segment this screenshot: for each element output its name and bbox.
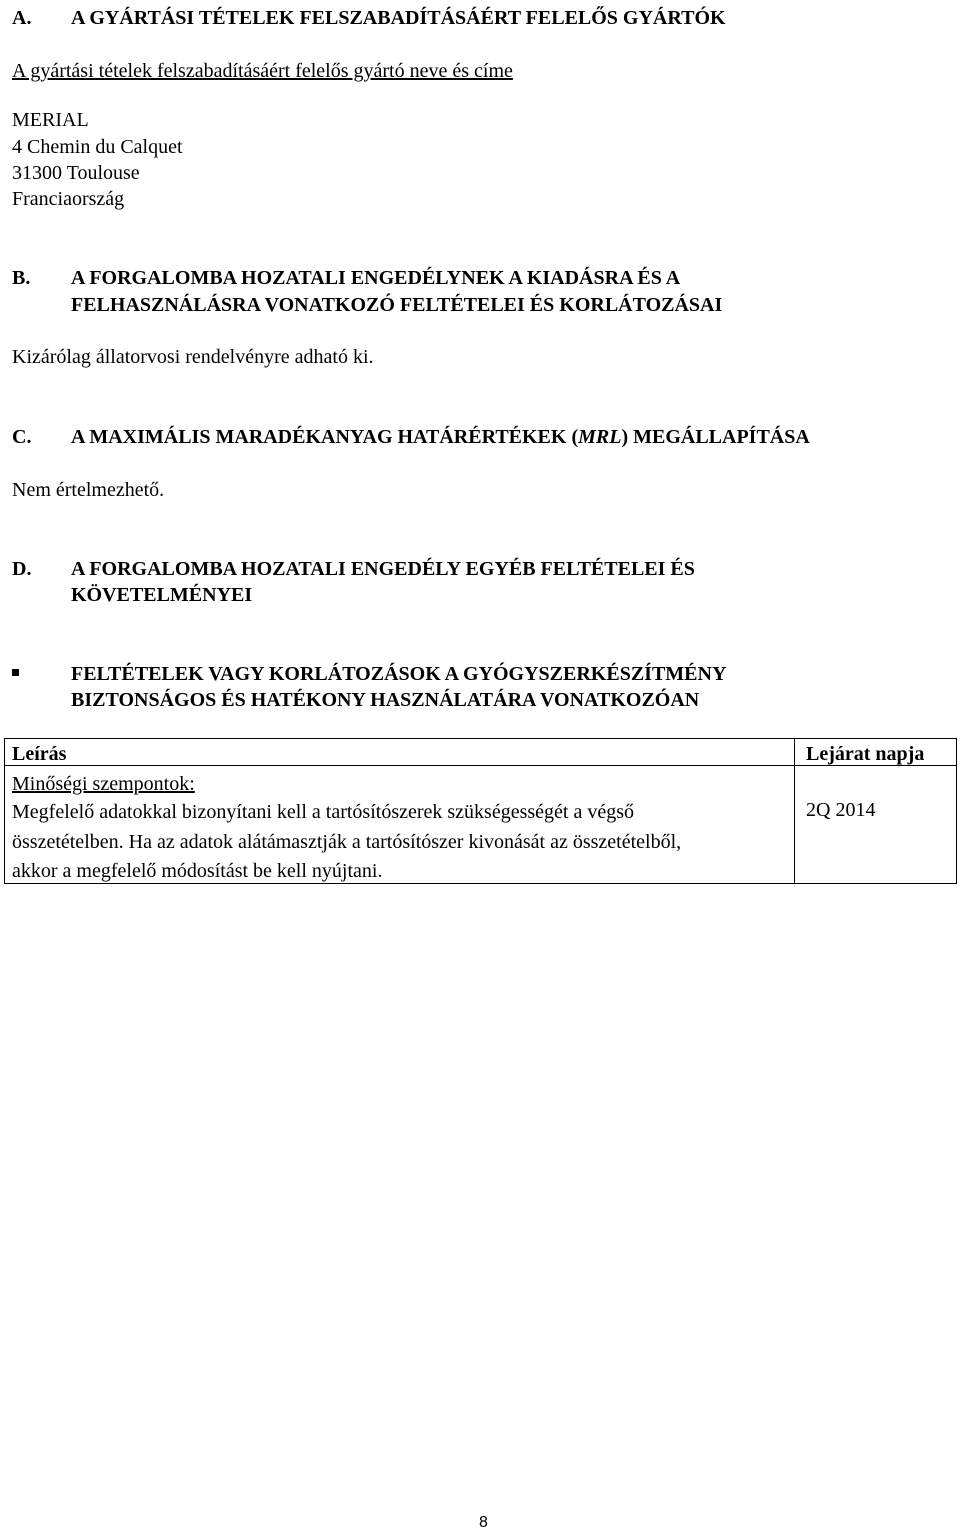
table-row-text-line: Megfelelő adatokkal bizonyítani kell a tartósítószerek szükségességét a végső <box>12 801 635 823</box>
section-a-title: A GYÁRTÁSI TÉTELEK FELSZABADÍTÁSÁÉRT FELELŐS GYÁRTÓK <box>71 7 726 29</box>
section-c-title-pre: A MAXIMÁLIS MARADÉKANYAG HATÁRÉRTÉKEK ( <box>71 426 579 448</box>
section-d-title-line2: KÖVETELMÉNYEI <box>71 584 253 606</box>
section-c-title-post: ) MEGÁLLAPÍTÁSA <box>621 426 810 448</box>
section-d-bullet-line1: FELTÉTELEK VAGY KORLÁTOZÁSOK A GYÓGYSZERKÉSZÍTMÉNY <box>71 663 727 685</box>
address-line: MERIAL <box>12 109 89 131</box>
section-b-title-line2: FELHASZNÁLÁSRA VONATKOZÓ FELTÉTELEI ÉS KORLÁTOZÁSAI <box>71 294 723 316</box>
section-c-title <box>71 427 810 447</box>
square-bullet-icon <box>12 669 19 676</box>
table-header-description: Leírás <box>12 743 67 765</box>
address-line: Franciaország <box>12 188 125 210</box>
address-line: 4 Chemin du Calquet <box>12 136 183 158</box>
section-c-title-italic: MRL <box>578 426 622 448</box>
section-d-title-line1: A FORGALOMBA HOZATALI ENGEDÉLY EGYÉB FELTÉTELEI ÉS <box>71 558 695 580</box>
table-row-text-line: összetételben. Ha az adatok alátámasztják a tartósítószer kivonását az összetételből, <box>12 831 682 853</box>
page-number: 8 <box>479 1514 488 1531</box>
table-row-due-date: 2Q 2014 <box>806 799 876 821</box>
section-b-title-line1: A FORGALOMBA HOZATALI ENGEDÉLYNEK A KIADÁSRA ÉS A <box>71 267 681 289</box>
section-d-letter: D. <box>12 558 32 580</box>
section-a-letter: A. <box>12 7 32 29</box>
section-b-body: Kizárólag állatorvosi rendelvényre adható ki. <box>12 346 374 368</box>
section-c-body: Nem értelmezhető. <box>12 479 165 501</box>
section-a-subtitle: A gyártási tételek felszabadításáért felelős gyártó neve és címe <box>12 60 513 82</box>
table-column-divider <box>794 738 795 884</box>
table-header-due-date: Lejárat napja <box>806 743 925 765</box>
table-row-text-line: akkor a megfelelő módosítást be kell nyújtani. <box>12 860 383 882</box>
section-b-letter: B. <box>12 267 31 289</box>
section-c-letter: C. <box>12 426 32 448</box>
address-line: 31300 Toulouse <box>12 162 140 184</box>
table-row-label: Minőségi szempontok: <box>12 773 195 795</box>
table-header-divider <box>4 765 957 766</box>
section-d-bullet-line2: BIZTONSÁGOS ÉS HATÉKONY HASZNÁLATÁRA VONATKOZÓAN <box>71 689 700 711</box>
